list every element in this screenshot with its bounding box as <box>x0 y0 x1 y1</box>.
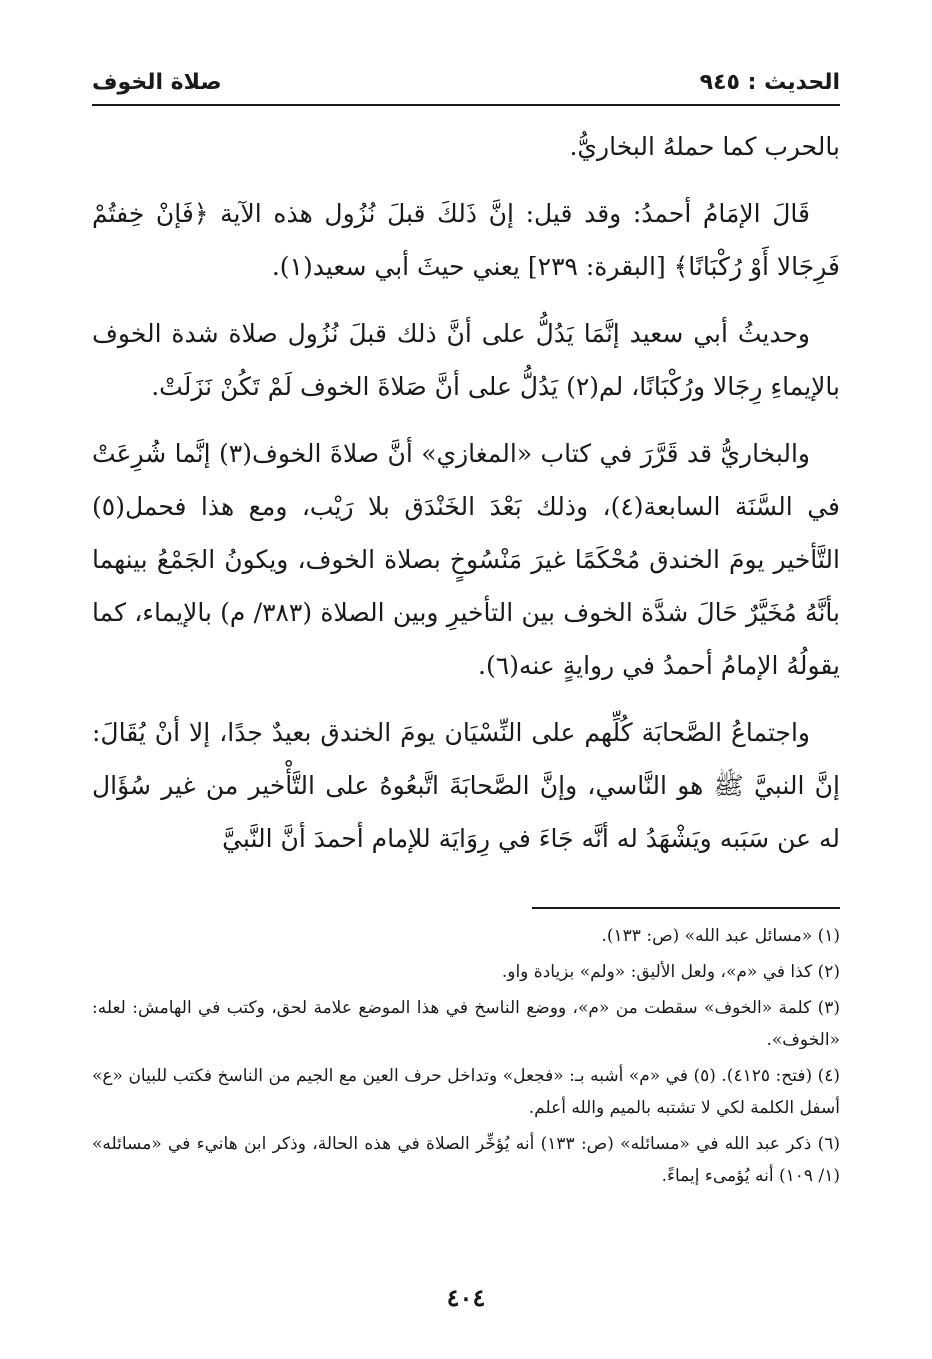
footnotes <box>92 920 840 1196</box>
paragraph: بالحرب كما حملهُ البخاريُّ. <box>569 132 840 161</box>
header-divider <box>92 104 840 106</box>
header-chapter-title: صلاة الخوف <box>92 69 222 95</box>
footnote: (٣) كلمة «الخوف» سقطت من «م»، ووضع الناسخ في هذا الموضع علامة لحق، وكتب في الهامش: لعله: «الخوف». <box>92 998 840 1050</box>
footnote: (٢) كذا في «م»، ولعل الأليق: «ولم» بزيادة واو. <box>501 962 840 982</box>
header-hadith-number: الحديث : ٩٤٥ <box>699 69 840 95</box>
paragraph: وحديثُ أبي سعيد إنَّمَا يَدُلُّ على أنَّ ذلك قبلَ نُزُول صلاة شدة الخوف بالإيماءِ رِجَالا ورُكْبَانًا، لم(٢) يَدُلُّ على أنَّ صَلاةَ الخوف لَمْ تَكُنْ نَزَلَتْ. <box>92 319 840 401</box>
paragraph: واجتماعُ الصَّحابَة كُلِّهم على النِّسْيَان يومَ الخندق بعيدٌ جدًا، إلا أنْ يُقَالَ: إنَّ النبيَّ ﷺ هو النَّاسي، وإنَّ الصَّحابَةَ اتَّبعُوهُ على التَّأْخير من غير سُؤَال له عن سَبَبه ويَشْهَدُ له أنَّه جَاءَ في رِوَايَة للإمام أحمدَ أنَّ النَّبيَّ <box>92 718 840 853</box>
paragraph: والبخاريُّ قد قَرَّرَ في كتاب «المغازي» أنَّ صلاةَ الخوف(٣) إنَّما شُرِعَتْ في السَّنَة السابعة(٤)، وذلك بَعْدَ الخَنْدَق بلا رَيْب، ومع هذا فحمل(٥) التَّأخير يومَ الخندق مُحْكَمًا غيرَ مَنْسُوخٍ بصلاة الخوف، ويكونُ الجَمْعُ بينهما بأنَّهُ مُخَيَّرٌ حَالَ شدَّة الخوف بين التأخيرِ وبين الصلاة (٣٨٣/ م) بالإيماء، كما يقولُهُ الإمامُ أحمدُ في روايةٍ عنه(٦). <box>92 439 840 680</box>
main-text <box>92 120 840 879</box>
footnote: (٦) ذكر عبد الله في «مسائله» (ص: ١٣٣) أنه يُؤخِّر الصلاة في هذه الحالة، وذكر ابن هانيء في «مسائله» (١/ ١٠٩) أنه يُؤمىء إيماءً. <box>92 1134 840 1186</box>
page-number: ٤٠٤ <box>446 1283 486 1312</box>
footnote: (١) «مسائل عبد الله» (ص: ١٣٣). <box>601 926 840 946</box>
footnote: (٤) (فتح: ٤١٢٥). (٥) في «م» أشبه بـ: «فجعل» وتداخل حرف العين مع الجيم من الناسخ فكتب للبيان «ع» أسفل الكلمة لكي لا تشتبه بالميم والله أعلم. <box>92 1066 841 1118</box>
footnote-divider <box>532 907 840 909</box>
paragraph: قَالَ الإمَامُ أحمدُ: وقد قيل: إنَّ ذَلكَ قبلَ نُزُول هذه الآية ﴿فَإنْ خِفتُمْ فَرِجَالا أَوْ رُكْبَانًا﴾ [البقرة: ٢٣٩] يعني حيثَ أبي سعيد(١). <box>92 199 840 281</box>
running-header <box>92 62 840 102</box>
